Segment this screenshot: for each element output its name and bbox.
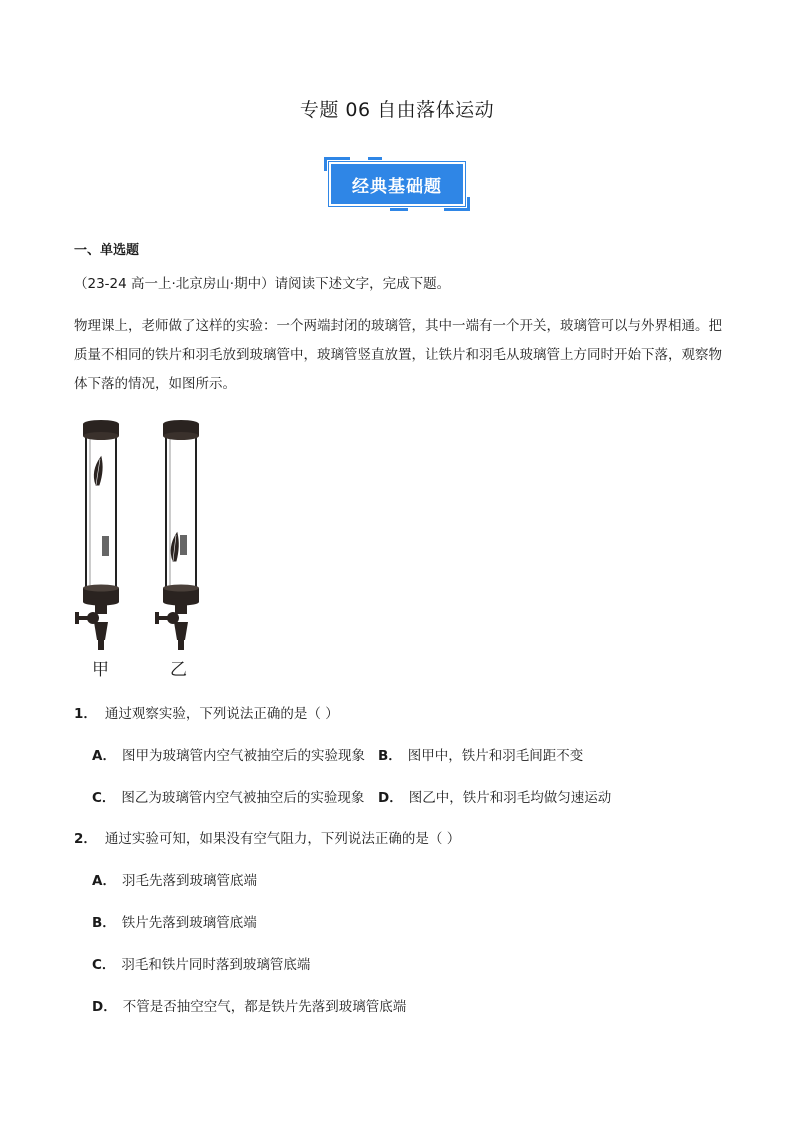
question-text: 通过观察实验，下列说法正确的是（ ） (104, 706, 339, 722)
question-1 (74, 702, 339, 722)
iron-piece-icon (180, 535, 187, 555)
q1-option-b[interactable]: B． 图甲中，铁片和羽毛间距不变 (378, 748, 584, 764)
question-text: 通过实验可知，如果没有空气阻力，下列说法正确的是（ ） (104, 831, 461, 847)
question-2 (74, 827, 460, 847)
iron-piece-icon (102, 536, 109, 556)
passage-text: 物理课上，老师做了这样的实验：一个两端封闭的玻璃管，其中一端有一个开关，玻璃管可以与外界相通。把质量不相同的铁片和羽毛放到玻璃管中，玻璃管竖直放置，让铁片和羽毛从玻璃管上方同时开始下落，观察物体下落的情况，如图所示。 (74, 318, 722, 392)
tube-right (155, 420, 199, 650)
tube-left (75, 420, 119, 650)
page-title: 专题 06 自由落体运动 (299, 99, 495, 121)
q1-option-d[interactable]: D． 图乙中，铁片和羽毛均做匀速运动 (378, 790, 612, 806)
q2-option-d[interactable]: D． 不管是否抽空空气，都是铁片先落到玻璃管底端 (92, 999, 407, 1015)
figure-label-left: 甲 (92, 660, 109, 680)
badge-label: 经典基础题 (331, 164, 463, 204)
section-heading: 一、单选题 (74, 243, 140, 258)
q1-option-a[interactable]: A． 图甲为玻璃管内空气被抽空后的实验现象 (92, 748, 365, 764)
intro-text: （23-24 高一上·北京房山·期中）请阅读下述文字，完成下题。 (74, 276, 451, 292)
q2-option-a[interactable]: A． 羽毛先落到玻璃管底端 (92, 873, 257, 889)
question-number: 1． (74, 706, 97, 722)
section-badge (324, 157, 470, 211)
tubes-figure (66, 415, 216, 680)
q1-option-c[interactable]: C． 图乙为玻璃管内空气被抽空后的实验现象 (92, 790, 365, 806)
q2-option-c[interactable]: C． 羽毛和铁片同时落到玻璃管底端 (92, 957, 311, 973)
figure-label-right: 乙 (170, 660, 187, 680)
question-number: 2． (74, 831, 97, 847)
q2-option-b[interactable]: B． 铁片先落到玻璃管底端 (92, 915, 257, 931)
